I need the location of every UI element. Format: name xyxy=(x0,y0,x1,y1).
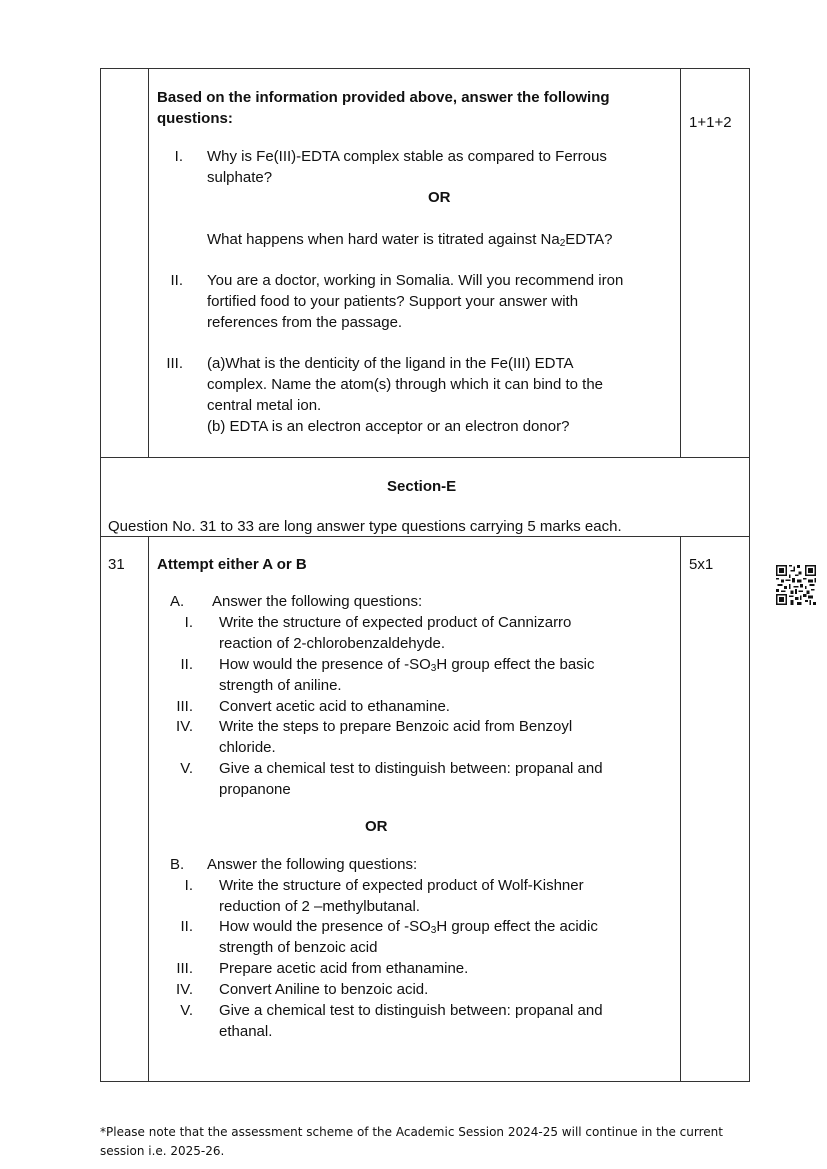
q1-alternative: What happens when hard water is titrated against $Na_2EDTA$? xyxy=(207,231,613,249)
marks-part-d: 1+1+2 xyxy=(689,114,732,131)
q1-line-1: Why is Fe(III)-EDTA complex stable as compared to Ferrous xyxy=(207,148,607,165)
b-item-4-number: IV. xyxy=(176,981,193,998)
q3-line-3: central metal ion. xyxy=(207,397,322,414)
q2-line-2: fortified food to your patients? Support your answer with xyxy=(207,293,579,310)
q31-marks: 5x1 xyxy=(689,556,714,573)
b-item-1-line-1: Write the structure of expected product of Wolf-Kishner xyxy=(219,877,584,894)
q31-heading: Attempt either A or B xyxy=(157,556,307,573)
a-item-4-line-1: Write the steps to prepare Benzoic acid from Benzoyl xyxy=(219,718,573,735)
q2-number: II. xyxy=(170,272,183,289)
b-item-5-line-1: Give a chemical test to distinguish between: propanal and xyxy=(219,1002,603,1019)
a-item-1-line-1: Write the structure of expected product of Cannizarro xyxy=(219,614,572,631)
a-item-4-number: IV. xyxy=(176,718,193,735)
b-item-5-line-2: ethanal. xyxy=(219,1023,273,1040)
option-b-title: Answer the following questions: xyxy=(207,856,418,873)
option-a-title: Answer the following questions: xyxy=(212,593,423,610)
q3-number: III. xyxy=(166,355,183,372)
q1-line-2: sulphate? xyxy=(207,169,273,186)
b-item-2-number: II. xyxy=(180,918,193,935)
b-item-1-number: I. xyxy=(184,877,193,894)
qr-code-icon xyxy=(776,565,816,605)
a-item-1-number: I. xyxy=(184,614,193,631)
b-item-1-line-2: reduction of 2 –methylbutanal. xyxy=(219,898,420,915)
col-divider-1-bottom xyxy=(148,536,149,1082)
b-item-3-number: III. xyxy=(176,960,193,977)
col-divider-2-top xyxy=(680,68,681,458)
footer-note-line-2: session i.e. 2025-26. xyxy=(100,1144,225,1158)
a-item-2-number: II. xyxy=(180,656,193,673)
b-item-4-line-1: Convert Aniline to benzoic acid. xyxy=(219,981,429,998)
section-e-title: Section-E xyxy=(387,478,457,495)
b-item-2-line-2: strength of benzoic acid xyxy=(219,939,378,956)
b-item-2-line-1: How would the presence of $-SO_3H$ group effect the acidic xyxy=(219,918,598,936)
table-border-top xyxy=(100,68,750,69)
a-item-5-number: V. xyxy=(180,760,193,777)
a-item-5-line-2: propanone xyxy=(219,781,291,798)
a-item-2-line-1: How would the presence of $-SO_3H$ group effect the basic xyxy=(219,656,595,674)
q3-line-4: (b) EDTA is an electron acceptor or an electron donor? xyxy=(207,418,570,435)
q2-line-1: You are a doctor, working in Somalia. Will you recommend iron xyxy=(207,272,624,289)
table-border-right xyxy=(749,68,750,1082)
q2-line-3: references from the passage. xyxy=(207,314,403,331)
row-divider-1 xyxy=(100,457,750,458)
intro-line-1: Based on the information provided above, answer the following xyxy=(157,89,610,106)
q3-line-1: (a)What is the denticity of the ligand in the Fe(III) EDTA xyxy=(207,355,574,372)
col-divider-2-bottom xyxy=(680,536,681,1082)
a-item-3-number: III. xyxy=(176,698,193,715)
a-item-2-line-2: strength of aniline. xyxy=(219,677,342,694)
q3-line-2: complex. Name the atom(s) through which it can bind to the xyxy=(207,376,604,393)
or-label-1: OR xyxy=(428,189,451,206)
a-item-1-line-2: reaction of 2-chlorobenzaldehyde. xyxy=(219,635,445,652)
table-border-left xyxy=(100,68,101,1082)
footer-note-line-1: *Please note that the assessment scheme of the Academic Session 2024-25 will continue in the current xyxy=(100,1125,723,1139)
a-item-5-line-1: Give a chemical test to distinguish between: propanal and xyxy=(219,760,603,777)
section-e-instruction: Question No. 31 to 33 are long answer type questions carrying 5 marks each. xyxy=(108,518,622,535)
a-item-4-line-2: chloride. xyxy=(219,739,276,756)
q1-number: I. xyxy=(174,148,183,165)
table-border-bottom xyxy=(100,1081,750,1082)
question-number: 31 xyxy=(108,556,125,573)
col-divider-1-top xyxy=(148,68,149,458)
option-a-label: A. xyxy=(170,593,185,610)
b-item-3-line-1: Prepare acetic acid from ethanamine. xyxy=(219,960,469,977)
a-item-3-line-1: Convert acetic acid to ethanamine. xyxy=(219,698,450,715)
intro-line-2: questions: xyxy=(157,110,233,127)
option-b-label: B. xyxy=(170,856,185,873)
or-label-2: OR xyxy=(365,818,388,835)
b-item-5-number: V. xyxy=(180,1002,193,1019)
